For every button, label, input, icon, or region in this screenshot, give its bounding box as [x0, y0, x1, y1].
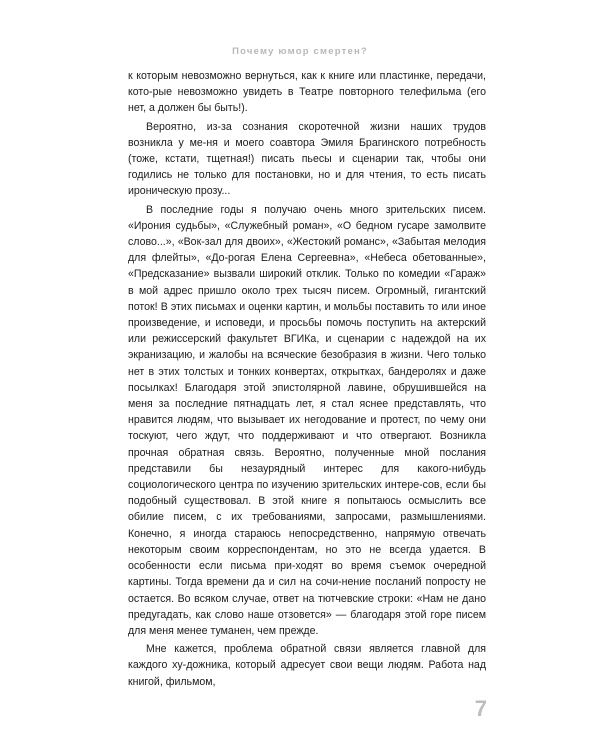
paragraph-letters: В последние годы я получаю очень много зрительских писем. «Ирония судьбы», «Служебный роман», «О бедном гусаре замолвите слово...», «Вок-зал для двоих», «Жестокий романс», «Забытая мелодия для флейты», «До-рогая Елена Сергеевна», «Небеса обетованные», «Предсказание» вызвали широкий отклик. Только по комедии «Гараж» в мой адрес пришло около трех тысяч писем. Огромный, гигантский поток! В этих письмах и оценки картин, и мольбы поставить то или иное произведение, и исповеди, и просьбы помочь поступить на актерский или режиссерский факультет ВГИКа, и сценарии с надеждой на их экранизацию, и жалобы на всяческие безобразия в жизни. Чего только нет в этих толстых и тонких конвертах, открытках, бандеролях и даже посылках! Благодаря этой эпистолярной лавине, обрушившейся на меня за последние пятнадцать лет, я стал яснее представлять, что нравится людям, что вызывает их негодование и протест, по чему они тоскуют, чего ждут, что поддерживают и что отвергают. Возникла прочная обратная связь. Вероятно, полученные мной послания представили бы незаурядный интерес для какого-нибудь социологического центра по изучению зрительских интере-сов, если бы подобный существовал. В этой книге я попытаюсь осмыслить все обилие писем, с их требованиями, запросами, размышлениями. Конечно, я иногда стараюсь непосредственно, напрямую отвечать некоторым своим корреспондентам, но это не всегда удается. В особенности если письма при-ходят во время съемок очередной картины. Тогда времени да и сил на сочи-нение посланий попросту не остается. Во всяком случае, ответ на тютчевские строки: «Нам не дано предугадать, как слово наше отзовется» — благодаря этой горе писем для меня менее туманен, чем прежде.: [128, 203, 486, 637]
paragraph-continuation: к которым невозможно вернуться, как к книге или пластинке, передачи, кото-рые невозможно увидеть в Театре повторного телефильма (его нет, а должен бы быть!).: [128, 70, 486, 115]
page-number: 7: [474, 696, 487, 721]
body-text: [128, 68, 486, 690]
paragraph-coauthor: Вероятно, из-за сознания скоротечной жизни наших трудов возникла у ме-ня и моего соавтора Эмиля Брагинского потребность (тоже, кстати, тщетная!) писать пьесы и сценарии так, чтобы они годились не только для постановки, но и для чтения, то есть писать ироническую прозу...: [128, 120, 486, 198]
paragraph-feedback: Мне кажется, проблема обратной связи является главной для каждого ху-дожника, который адресует свои вещи людям. Работа над книгой, фильмом,: [128, 643, 486, 688]
running-header: Почему юмор смертен?: [232, 46, 368, 57]
